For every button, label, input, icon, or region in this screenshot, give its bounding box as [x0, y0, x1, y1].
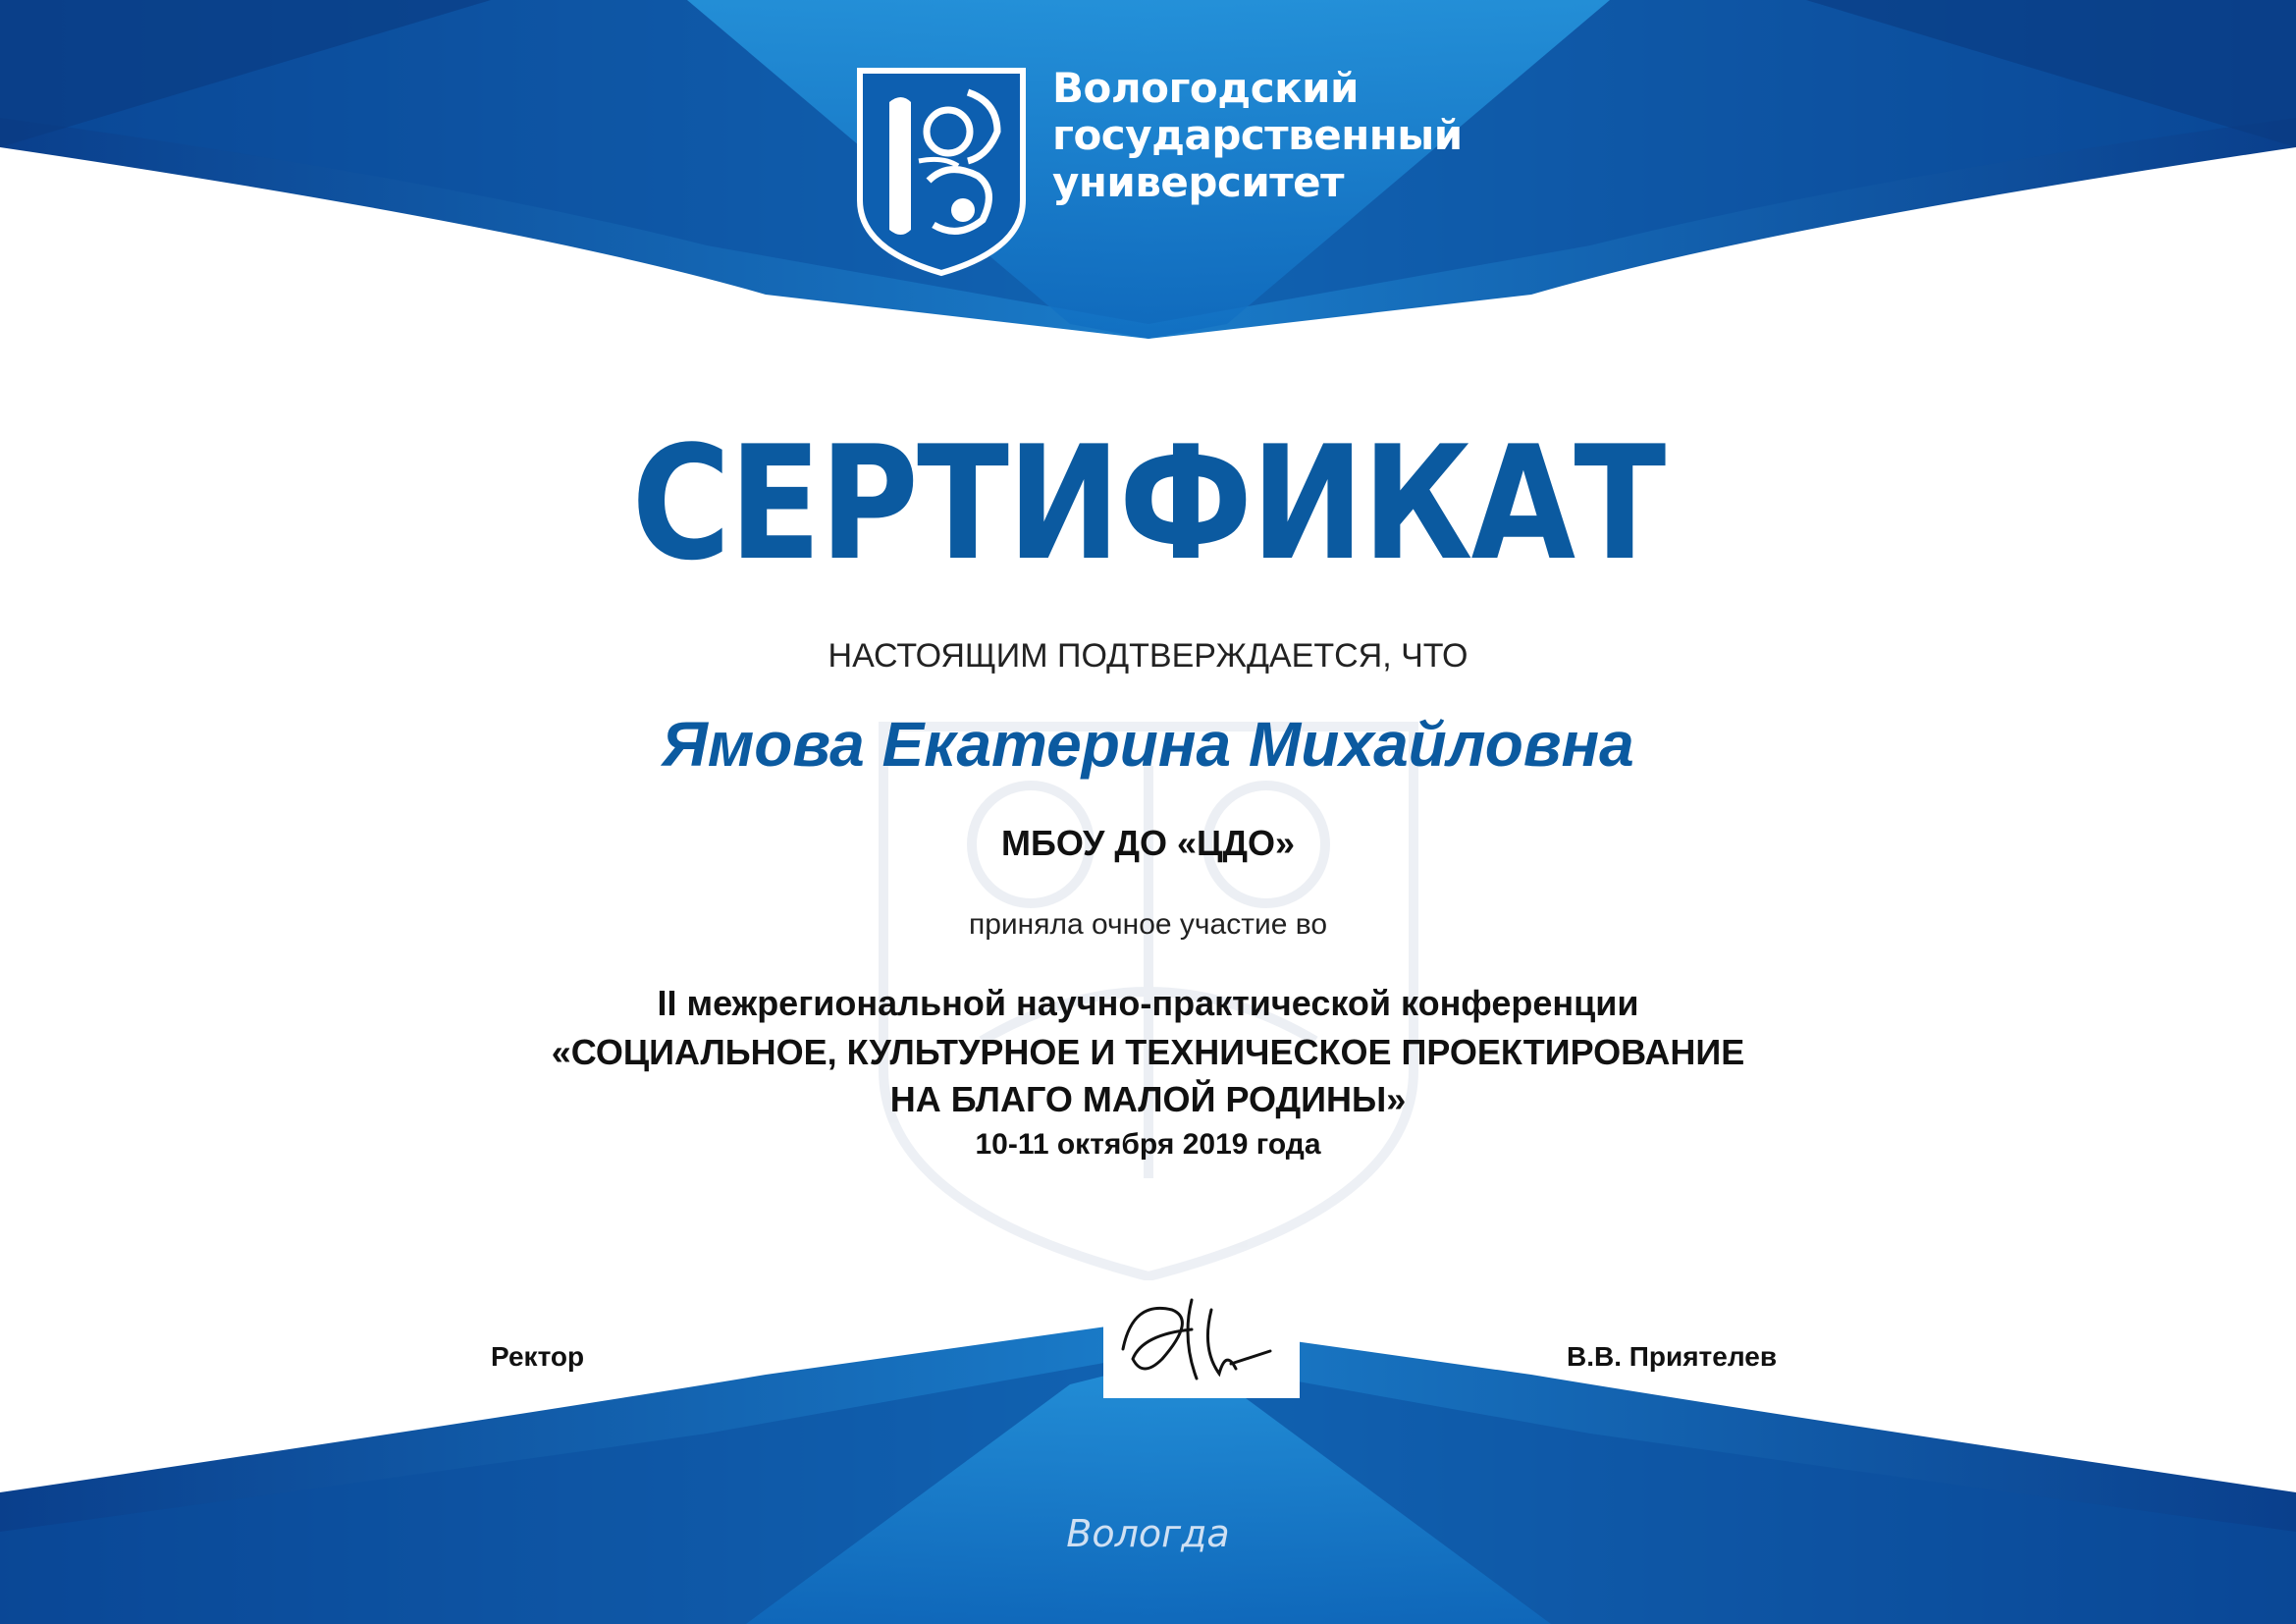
- signer-title: Ректор: [491, 1341, 585, 1372]
- conference-date: 10-11 октября 2019 года: [975, 1128, 1321, 1161]
- certificate-title: СЕРТИФИКАТ: [631, 411, 1665, 595]
- university-name-line3: университет: [1052, 158, 1344, 206]
- participation-text: приняла очное участие во: [968, 908, 1328, 941]
- recipient-organization: МБОУ ДО «ЦДО»: [1000, 823, 1295, 863]
- university-crest-icon: [850, 63, 1033, 279]
- university-name-line1: Вологодский: [1052, 64, 1359, 112]
- signer-name: В.В. Приятелев: [1567, 1341, 1778, 1372]
- handwritten-signature-icon: [1103, 1280, 1300, 1398]
- confirm-text: НАСТОЯЩИМ ПОДТВЕРЖДАЕТСЯ, ЧТО: [828, 637, 1468, 675]
- conference-line-3: НА БЛАГО МАЛОЙ РОДИНЫ»: [889, 1079, 1407, 1119]
- conference-line-2: «СОЦИАЛЬНОЕ, КУЛЬТУРНОЕ И ТЕХНИЧЕСКОЕ ПРОЕКТИРОВАНИЕ: [551, 1032, 1745, 1072]
- city-label: Вологда: [1066, 1512, 1230, 1555]
- recipient-name: Ямова Екатерина Михайловна: [662, 709, 1634, 780]
- university-name: [1052, 65, 1463, 206]
- conference-line-1: II межрегиональной научно-практической конференции: [657, 983, 1639, 1023]
- university-name-line2: государственный: [1052, 111, 1463, 159]
